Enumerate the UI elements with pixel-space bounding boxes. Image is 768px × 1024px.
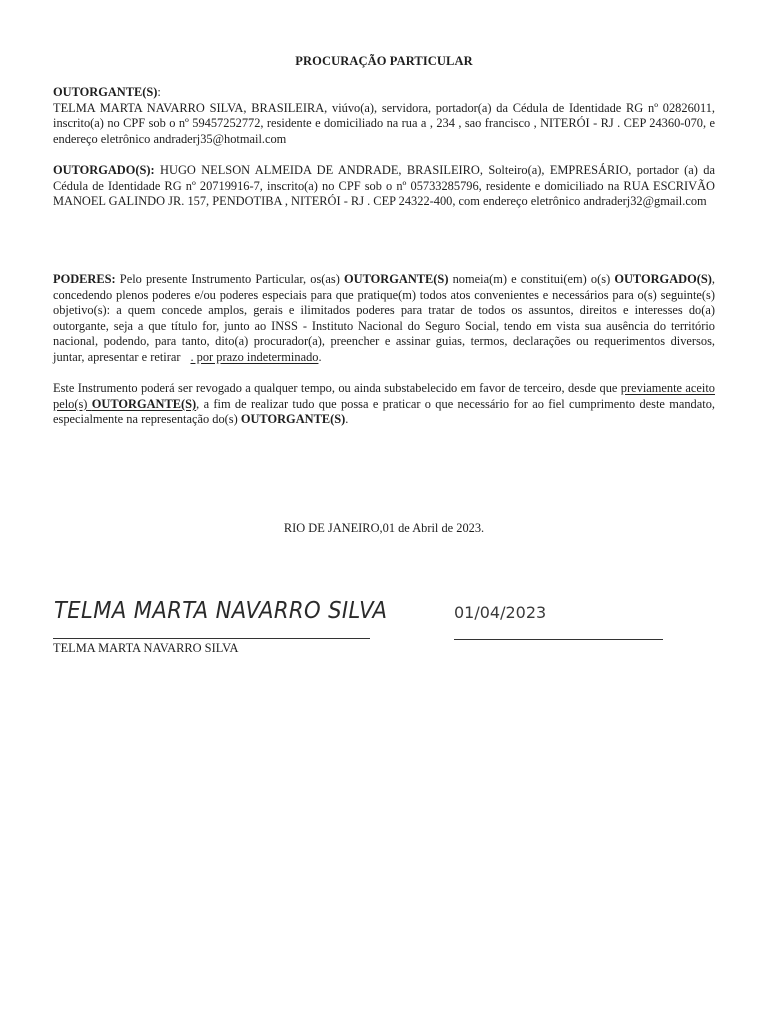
poderes-text-1: Pelo presente Instrumento Particular, os(as) (119, 272, 340, 286)
poderes-outorgado-ref: OUTORGADO(S) (614, 272, 712, 286)
poderes-label: PODERES: (53, 272, 116, 286)
outorgante-colon: : (157, 85, 161, 99)
poderes-outorgante-ref: OUTORGANTE(S) (344, 272, 449, 286)
signature-date: 01/04/2023 (454, 603, 547, 622)
outorgado-text: HUGO NELSON ALMEIDA DE ANDRADE, BRASILEIRO, Solteiro(a), EMPRESÁRIO, portador (a) da Cédula de Identidade RG nº 20719916-7, inscrito(a) no CPF sob o nº 05733285796, residente e domiciliado na RUA ESCRIVÃO MANOEL GALINDO JR. 157, PENDOTIBA , NITERÓI - RJ . CEP 24322-400, com endereço eletrônico andraderj32@gmail.com (53, 163, 715, 209)
outorgado-label: OUTORGADO(S): (53, 163, 155, 177)
revogacao-outorgante-ref-1: OUTORGANTE(S) (91, 396, 197, 411)
date-line (454, 639, 663, 640)
signer-printed-name: TELMA MARTA NAVARRO SILVA (53, 641, 239, 655)
handwritten-signature: TELMA MARTA NAVARRO SILVA (54, 598, 388, 624)
revogacao-underlined: previamente aceito pelo(s) OUTORGANTE(S) (53, 381, 715, 411)
revogacao-section (53, 381, 715, 428)
revogacao-end: . (345, 412, 349, 427)
outorgante-text: TELMA MARTA NAVARRO SILVA, BRASILEIRA, viúvo(a), servidora, portador(a) da Cédula de Identidade RG nº 02826011, inscrito(a) no CPF sob o nº 59457252772, residente e domiciliado na rua a , 234 , sao francisco , NITERÓI - RJ . CEP 24360-070, e endereço eletrônico andraderj35@hotmail.com (53, 100, 715, 146)
revogacao-outorgante-ref-2: OUTORGANTE(S) (240, 412, 346, 427)
place-date: RIO DE JANEIRO,01 de Abril de 2023. (283, 521, 485, 535)
outorgante-label: OUTORGANTE(S) (53, 85, 158, 99)
revogacao-text-2: , a fim de realizar tudo que possa e praticar o que necessário for ao fiel cumprimento deste mandato, especialmente na representação do(s) (53, 396, 715, 427)
poderes-text-3: , concedendo plenos poderes e/ou poderes especiais para que pratique(m) todos atos convenientes e necessários para o(s) seguinte(s) objetivo(s): a quem concede amplos, gerais e ilimitados poderes para tratar de todos os assuntos, direitos e interesses do(a) outorgante, seja a que título for, junto ao INSS - Instituto Nacional do Seguro Social, tendo em vista sua ausência do território nacional, podendo, para tanto, dito(a) procurador(a), preencher e assinar guias, termos, declarações ou requerimentos diversos, juntar, apresentar e retirar (53, 272, 715, 364)
signature-line (53, 638, 370, 639)
poderes-section (53, 272, 715, 366)
outorgante-section (53, 85, 715, 147)
document-title: PROCURAÇÃO PARTICULAR (295, 54, 473, 68)
outorgado-section (53, 163, 715, 210)
poderes-end: . (318, 349, 322, 364)
poderes-text-2: nomeia(m) e constitui(em) o(s) (452, 272, 611, 286)
revogacao-text-1: Este Instrumento poderá ser revogado a qualquer tempo, ou ainda substabelecido em favor de terceiro, desde que (53, 381, 618, 395)
poderes-prazo: . por prazo indeterminado (190, 349, 319, 364)
